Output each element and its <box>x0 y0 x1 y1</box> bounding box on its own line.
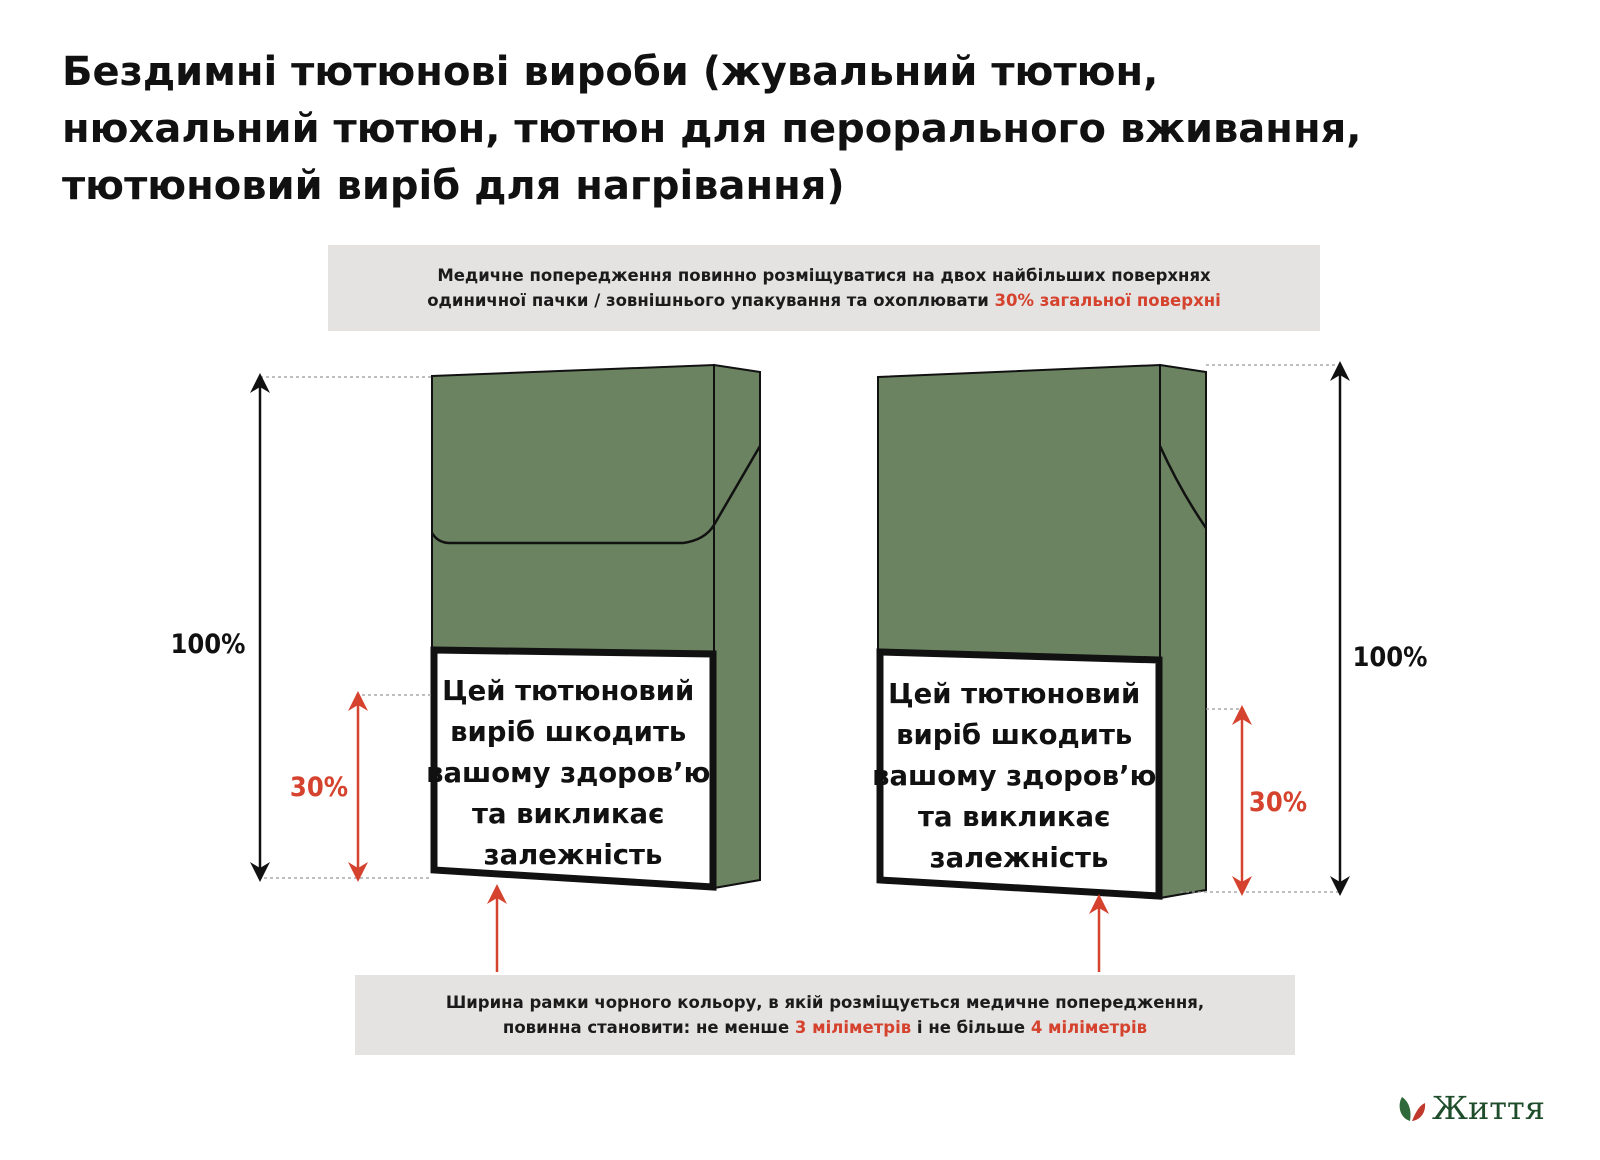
bottom-note-box <box>355 975 1295 1055</box>
right-label-30: 30% <box>1248 787 1308 818</box>
title-line-3: тютюновий виріб для нагрівання) <box>62 163 845 209</box>
right-warning-line-2: виріб шкодить <box>896 719 1133 751</box>
left-label-100: 100% <box>170 629 246 660</box>
left-warning-line-2: виріб шкодить <box>450 716 687 748</box>
bottom-note-min: 3 міліметрів <box>794 1018 912 1037</box>
bottom-note-line-1: Ширина рамки чорного кольору, в якій розміщується медичне попередження, <box>445 993 1205 1012</box>
left-warning-line-3: вашому здоров’ю <box>426 757 711 789</box>
leaf-icon <box>1396 1093 1426 1123</box>
bottom-note-prefix: повинна становити: не менше <box>502 1018 795 1037</box>
right-warning-line-5: залежність <box>929 842 1109 874</box>
logo-text: Життя <box>1432 1089 1545 1127</box>
left-label-30: 30% <box>289 772 349 803</box>
bottom-note-max: 4 міліметрів <box>1030 1018 1148 1037</box>
right-label-100: 100% <box>1352 642 1428 673</box>
left-pack <box>426 365 760 888</box>
left-pack-side <box>714 365 760 888</box>
bottom-note-line-2 <box>355 1015 1295 1040</box>
left-warning-line-1: Цей тютюновий <box>442 675 695 707</box>
right-warning-line-3: вашому здоров’ю <box>872 760 1157 792</box>
top-note-line-2-text: одиничної пачки / зовнішнього упакування та охоплювати <box>427 291 995 310</box>
top-note-line-1: Медичне попередження повинно розміщуватися на двох найбільших поверхнях <box>437 266 1211 285</box>
left-warning-line-4: та викликає <box>472 798 665 830</box>
title-line-1: Бездимні тютюнові вироби (жувальний тютюн, <box>62 49 1159 95</box>
brand-logo <box>1396 1088 1545 1128</box>
right-warning-line-4: та викликає <box>918 801 1111 833</box>
title-line-2: нюхальний тютюн, тютюн для перорального вживання, <box>62 106 1362 152</box>
left-warning-line-5: залежність <box>483 839 663 871</box>
right-warning-line-1: Цей тютюновий <box>888 678 1141 710</box>
top-note-highlight: 30% загальної поверхні <box>994 291 1221 310</box>
right-pack-side <box>1160 365 1206 898</box>
right-pack <box>872 365 1206 898</box>
bottom-note-middle: і не більше <box>911 1018 1031 1037</box>
